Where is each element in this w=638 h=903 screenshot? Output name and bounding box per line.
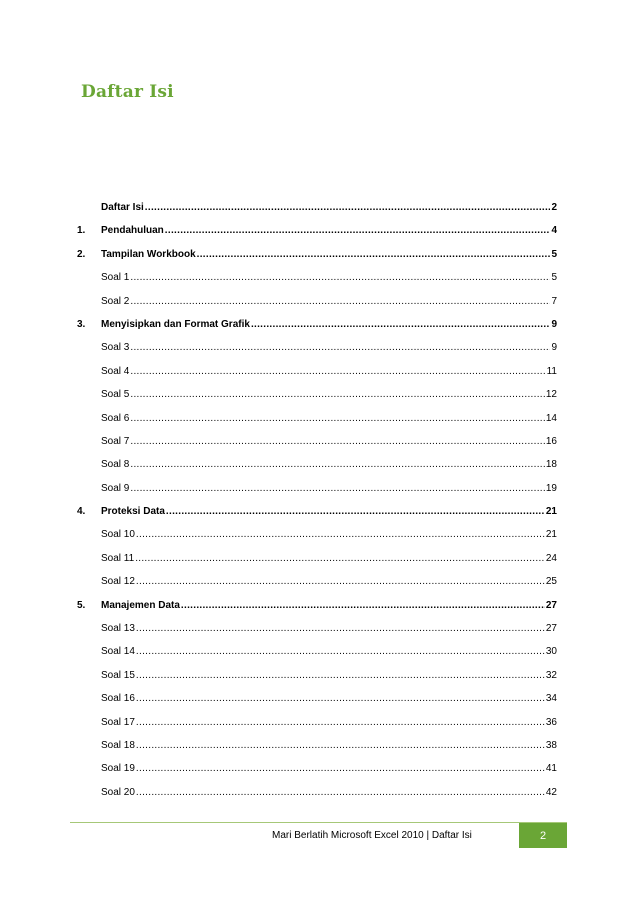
- toc-subsection-entry[interactable]: [77, 786, 557, 809]
- toc-dot-leader: [197, 248, 551, 262]
- toc-entry-label: Soal 16: [101, 693, 135, 705]
- toc-subsection-entry[interactable]: [77, 669, 557, 692]
- toc-entry-label: Soal 9: [101, 482, 130, 494]
- toc-entry-page: 14: [545, 412, 557, 424]
- toc-subsection-entry[interactable]: [77, 575, 557, 598]
- toc-subsection-entry[interactable]: [77, 435, 557, 458]
- toc-entry-label: Soal 19: [101, 763, 135, 775]
- toc-entry-label: Soal 10: [101, 529, 135, 541]
- toc-entry-page: 34: [545, 693, 557, 705]
- toc-subsection-entry[interactable]: [77, 295, 557, 318]
- toc-entry-label: Soal 1: [101, 272, 130, 284]
- toc-entry-label: Proteksi Data: [101, 506, 165, 518]
- page-title: Daftar Isi: [81, 82, 174, 102]
- toc-dot-leader: [145, 201, 551, 215]
- toc-entry-page: 5: [551, 248, 557, 260]
- toc-entry-label: Soal 3: [101, 342, 130, 354]
- toc-entry-page: 21: [545, 506, 557, 518]
- toc-dot-leader: [130, 435, 545, 449]
- toc-entry-label: Soal 7: [101, 435, 130, 447]
- toc-entry-page: 41: [545, 763, 557, 775]
- toc-entry-page: 19: [545, 482, 557, 494]
- toc-entry-page: 30: [545, 646, 557, 658]
- toc-entry-number: 4.: [77, 506, 86, 518]
- toc-subsection-entry[interactable]: [77, 482, 557, 505]
- toc-dot-leader: [166, 505, 545, 519]
- toc-subsection-entry[interactable]: [77, 528, 557, 551]
- toc-subsection-entry[interactable]: [77, 458, 557, 481]
- toc-entry-page: 32: [545, 669, 557, 681]
- toc-dot-leader: [135, 552, 545, 566]
- toc-section-entry[interactable]: [77, 318, 557, 341]
- toc-subsection-entry[interactable]: [77, 716, 557, 739]
- toc-subsection-entry[interactable]: [77, 692, 557, 715]
- toc-subsection-entry[interactable]: [77, 341, 557, 364]
- toc-entry-page: 18: [545, 459, 557, 471]
- toc-entry-label: Manajemen Data: [101, 599, 180, 611]
- footer-text: Mari Berlatih Microsoft Excel 2010 | Daftar Isi: [272, 830, 472, 841]
- toc-entry-page: 36: [545, 716, 557, 728]
- toc-entry-label: Soal 4: [101, 365, 130, 377]
- toc-subsection-entry[interactable]: [77, 622, 557, 645]
- toc-entry-label: Menyisipkan dan Format Grafik: [101, 318, 250, 330]
- toc-entry-page: 25: [545, 576, 557, 588]
- footer-divider: [70, 822, 567, 823]
- toc-entry-label: Soal 11: [101, 552, 135, 564]
- toc-entry-page: 7: [551, 295, 557, 307]
- toc-section-entry[interactable]: [77, 248, 557, 271]
- toc-subsection-entry[interactable]: [77, 762, 557, 785]
- footer-page-number: 2: [519, 823, 567, 848]
- toc-dot-leader: [136, 575, 545, 589]
- toc-dot-leader: [136, 762, 545, 776]
- toc-entry-number: 5.: [77, 599, 86, 611]
- toc-entry-page: 16: [545, 435, 557, 447]
- toc-section-entry[interactable]: [77, 505, 557, 528]
- toc-subsection-entry[interactable]: [77, 645, 557, 668]
- toc-entry-page: 38: [545, 739, 557, 751]
- toc-dot-leader: [165, 224, 551, 238]
- toc-dot-leader: [130, 365, 545, 379]
- toc-entry-label: Soal 15: [101, 669, 135, 681]
- toc-entry-label: Soal 8: [101, 459, 130, 471]
- toc-dot-leader: [136, 645, 545, 659]
- toc-entry-label: Soal 12: [101, 576, 135, 588]
- toc-entry-page: 2: [551, 202, 557, 213]
- toc-dot-leader: [130, 482, 545, 496]
- toc-entry-label: Tampilan Workbook: [101, 248, 196, 260]
- toc-dot-leader: [136, 669, 545, 683]
- toc-entry-page: 9: [551, 342, 557, 354]
- toc-entry-label: Soal 18: [101, 739, 135, 751]
- toc-dot-leader: [130, 388, 545, 402]
- toc-dot-leader: [136, 739, 545, 753]
- toc-subsection-entry[interactable]: [77, 365, 557, 388]
- toc-entry-page: 27: [545, 623, 557, 635]
- toc-entry-label: Soal 5: [101, 389, 130, 401]
- toc-dot-leader: [136, 692, 545, 706]
- toc-entry-label: Pendahuluan: [101, 225, 164, 237]
- toc-entry-number: 3.: [77, 318, 86, 330]
- toc-dot-leader: [136, 622, 545, 636]
- toc-subsection-entry[interactable]: [77, 739, 557, 762]
- toc-entry-label: Soal 2: [101, 295, 130, 307]
- toc-entry-page: 11: [546, 365, 557, 377]
- toc-dot-leader: [130, 412, 545, 426]
- table-of-contents: [77, 201, 557, 809]
- toc-subsection-entry[interactable]: [77, 388, 557, 411]
- toc-entry-label: Soal 13: [101, 623, 135, 635]
- toc-entry-label: Daftar Isi: [101, 202, 144, 213]
- toc-dot-leader: [130, 341, 550, 355]
- toc-dot-leader: [136, 716, 545, 730]
- toc-dot-leader: [136, 786, 545, 800]
- toc-entry-label: Soal 6: [101, 412, 130, 424]
- toc-entry-label: Soal 17: [101, 716, 135, 728]
- toc-entry-page: 42: [545, 786, 557, 798]
- toc-entry-page: 5: [551, 272, 557, 284]
- toc-entry-page: 12: [545, 389, 557, 401]
- toc-entry-page: 24: [545, 552, 557, 564]
- toc-entry-number: 2.: [77, 248, 86, 260]
- toc-dot-leader: [130, 271, 550, 285]
- toc-entry-label: Soal 20: [101, 786, 135, 798]
- toc-subsection-entry[interactable]: [77, 552, 557, 575]
- toc-dot-leader: [130, 295, 550, 309]
- toc-entry-page: 9: [551, 318, 557, 330]
- toc-section-entry[interactable]: [77, 201, 557, 224]
- toc-dot-leader: [251, 318, 551, 332]
- toc-dot-leader: [181, 599, 545, 613]
- toc-section-entry[interactable]: [77, 599, 557, 622]
- toc-subsection-entry[interactable]: [77, 271, 557, 294]
- toc-dot-leader: [130, 458, 545, 472]
- toc-entry-page: 4: [551, 225, 557, 237]
- toc-entry-label: Soal 14: [101, 646, 135, 658]
- toc-section-entry[interactable]: [77, 224, 557, 247]
- toc-entry-page: 27: [545, 599, 557, 611]
- toc-subsection-entry[interactable]: [77, 412, 557, 435]
- toc-entry-number: 1.: [77, 225, 86, 237]
- toc-entry-page: 21: [545, 529, 557, 541]
- toc-dot-leader: [136, 528, 545, 542]
